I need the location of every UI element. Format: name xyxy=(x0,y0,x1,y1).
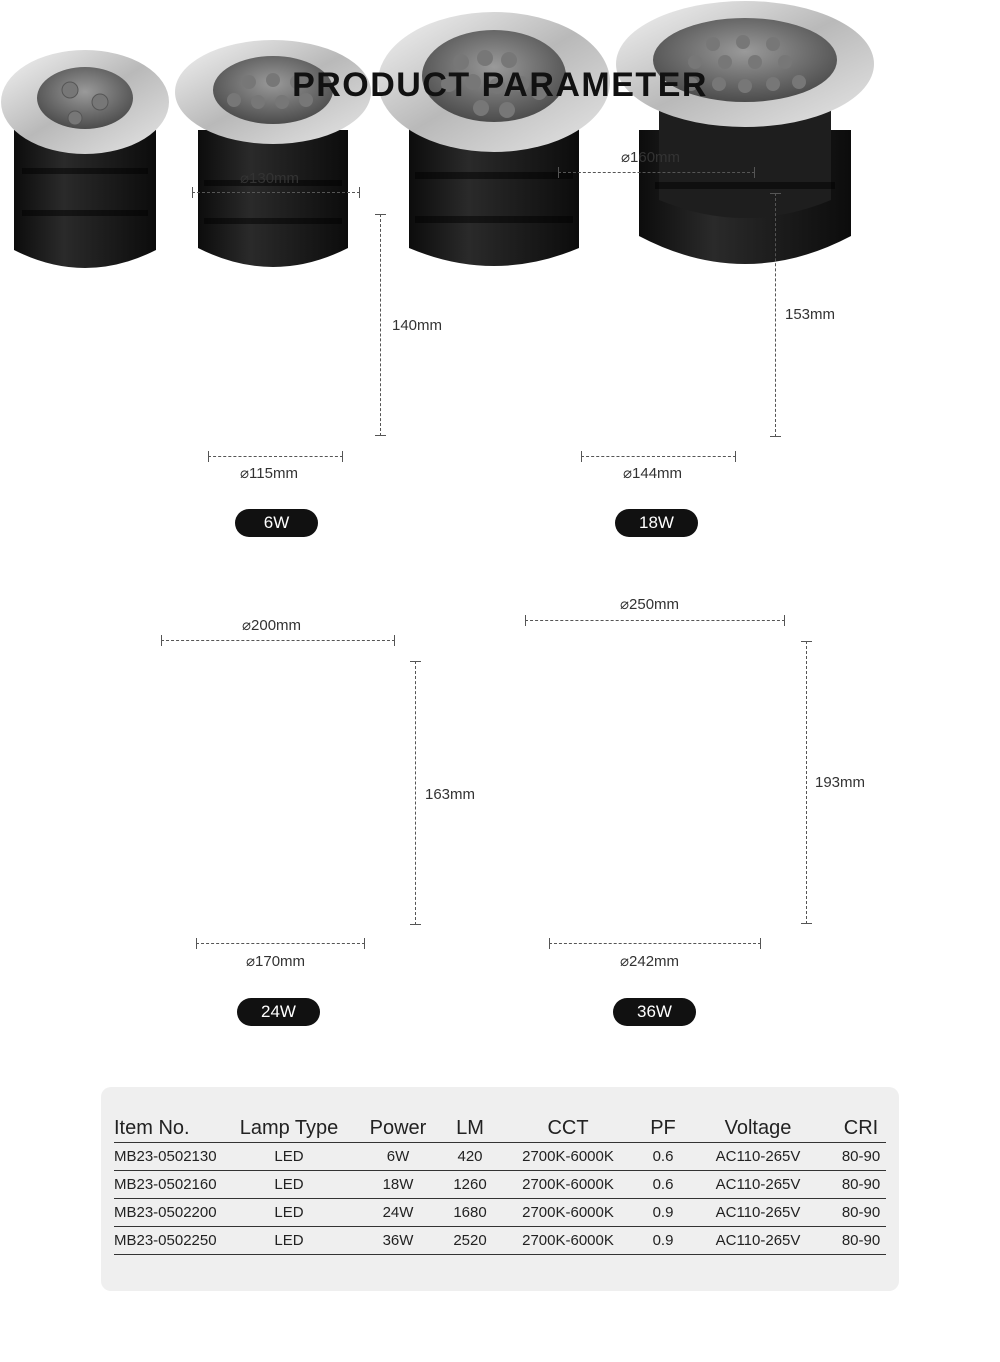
cell-lamp-type: LED xyxy=(232,1171,346,1199)
power-badge: 6W xyxy=(235,509,318,537)
cell-cct: 2700K-6000K xyxy=(490,1143,646,1171)
table-row xyxy=(114,1143,886,1171)
bottom-diameter-label: ⌀144mm xyxy=(623,465,683,482)
top-diameter-line xyxy=(192,192,360,193)
cell-power: 18W xyxy=(346,1171,450,1199)
bottom-diameter-label: ⌀170mm xyxy=(246,953,306,970)
table-row xyxy=(114,1171,886,1199)
cell-lamp-type: LED xyxy=(232,1199,346,1227)
cell-item-no: MB23-0502160 xyxy=(114,1171,232,1199)
cell-pf: 0.6 xyxy=(646,1171,680,1199)
cell-item-no: MB23-0502250 xyxy=(114,1227,232,1255)
cell-voltage: AC110-265V xyxy=(680,1227,836,1255)
height-label: 163mm xyxy=(425,786,476,803)
height-line xyxy=(380,214,381,436)
bottom-diameter-line xyxy=(208,456,343,457)
cell-power: 36W xyxy=(346,1227,450,1255)
cell-lm: 1680 xyxy=(450,1199,490,1227)
cell-lamp-type: LED xyxy=(232,1143,346,1171)
header-pf: PF xyxy=(646,1115,680,1143)
table-row xyxy=(114,1199,886,1227)
cell-lm: 2520 xyxy=(450,1227,490,1255)
top-diameter-label: ⌀250mm xyxy=(620,596,680,613)
parameter-panel xyxy=(101,1087,899,1291)
cell-lm: 1260 xyxy=(450,1171,490,1199)
cell-cct: 2700K-6000K xyxy=(490,1199,646,1227)
height-line xyxy=(775,193,776,437)
cell-voltage: AC110-265V xyxy=(680,1199,836,1227)
power-badge: 36W xyxy=(613,998,696,1026)
height-line xyxy=(415,661,416,925)
header-cct: CCT xyxy=(490,1115,646,1143)
cell-lamp-type: LED xyxy=(232,1227,346,1255)
top-diameter-label: ⌀130mm xyxy=(240,170,300,187)
height-label: 153mm xyxy=(785,306,836,323)
top-diameter-label: ⌀160mm xyxy=(621,149,681,166)
header-cri: CRI xyxy=(836,1115,886,1143)
cell-voltage: AC110-265V xyxy=(680,1143,836,1171)
cell-cri: 80-90 xyxy=(836,1227,886,1255)
height-label: 140mm xyxy=(392,317,443,334)
header-voltage: Voltage xyxy=(680,1115,836,1143)
cell-lm: 420 xyxy=(450,1143,490,1171)
cell-power: 24W xyxy=(346,1199,450,1227)
bottom-diameter-label: ⌀242mm xyxy=(620,953,680,970)
power-badge: 18W xyxy=(615,509,698,537)
height-label: 193mm xyxy=(815,774,866,791)
top-diameter-line xyxy=(558,172,755,173)
bottom-diameter-label: ⌀115mm xyxy=(240,465,298,482)
cell-voltage: AC110-265V xyxy=(680,1171,836,1199)
cell-pf: 0.6 xyxy=(646,1143,680,1171)
top-diameter-label: ⌀200mm xyxy=(242,617,302,634)
header-lamp-type: Lamp Type xyxy=(232,1115,346,1143)
bottom-diameter-line xyxy=(581,456,736,457)
cell-cri: 80-90 xyxy=(836,1143,886,1171)
cell-item-no: MB23-0502130 xyxy=(114,1143,232,1171)
header-item-no: Item No. xyxy=(114,1115,232,1143)
page-title: PRODUCT PARAMETER xyxy=(292,66,708,104)
top-diameter-line xyxy=(525,620,785,621)
cell-cri: 80-90 xyxy=(836,1171,886,1199)
cell-pf: 0.9 xyxy=(646,1199,680,1227)
cell-cct: 2700K-6000K xyxy=(490,1227,646,1255)
table-header-row xyxy=(114,1115,886,1143)
table-row xyxy=(114,1227,886,1255)
cell-cct: 2700K-6000K xyxy=(490,1171,646,1199)
power-badge: 24W xyxy=(237,998,320,1026)
cell-item-no: MB23-0502200 xyxy=(114,1199,232,1227)
height-line xyxy=(806,641,807,924)
header-power: Power xyxy=(346,1115,450,1143)
bottom-diameter-line xyxy=(196,943,365,944)
lamp-image-24w xyxy=(377,12,611,276)
top-diameter-line xyxy=(161,640,395,641)
lamp-image-36w xyxy=(615,0,875,276)
cell-power: 6W xyxy=(346,1143,450,1171)
bottom-diameter-line xyxy=(549,943,761,944)
parameter-table xyxy=(114,1115,886,1255)
cell-pf: 0.9 xyxy=(646,1227,680,1255)
cell-cri: 80-90 xyxy=(836,1199,886,1227)
header-lm: LM xyxy=(450,1115,490,1143)
